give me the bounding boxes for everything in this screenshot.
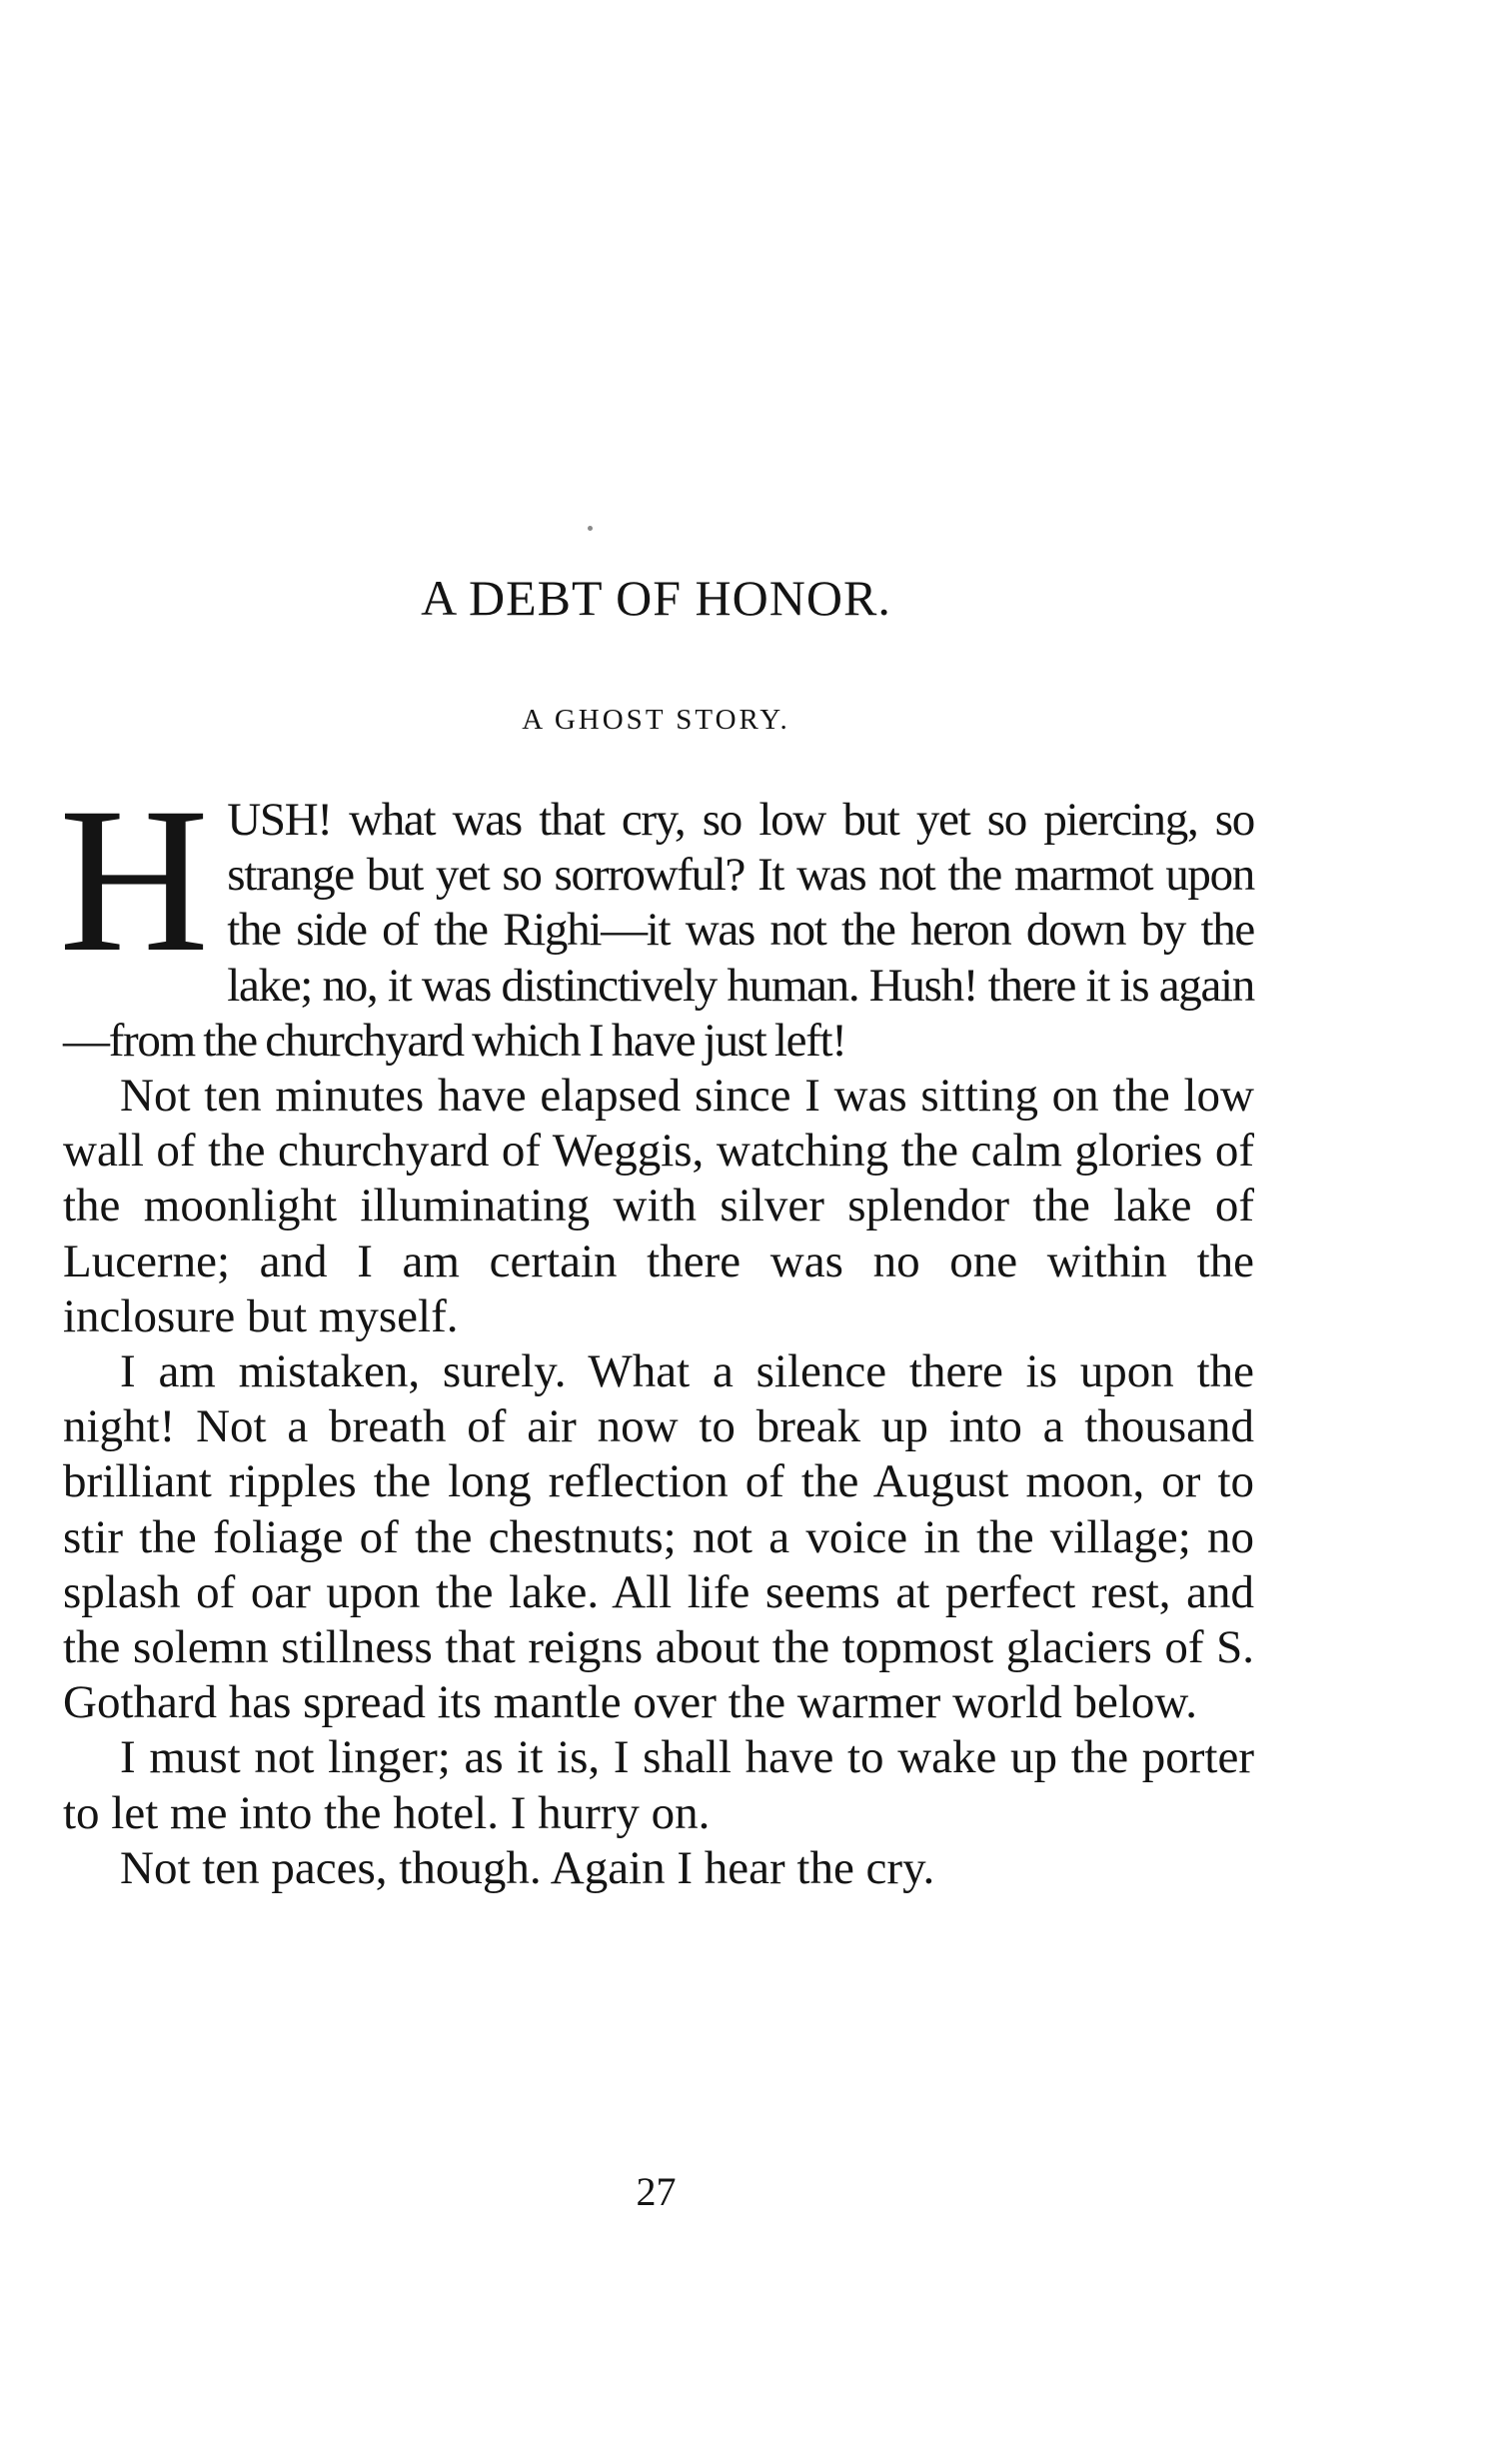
opening-text: USH! what was that cry, so low but yet so piercing, so strange but yet so sorrowful? It was not the marmot upon the side of the Righi—it was not the heron down by the lake; no, it was distinctively human. Hush! there it is again —from the churchyard which I have just left! — [63, 794, 1254, 1067]
paragraph: Not ten minutes have elapsed since I was sitting on the low wall of the churchyard of Weggis, watching the calm glories of the moonlight illuminating with silver splendor the lake of Lucerne; and I am certain there was no one within the inclosure but myself. — [63, 1070, 1254, 1342]
story-body — [59, 765, 1254, 1896]
story-subtitle: A GHOST STORY. — [522, 704, 790, 736]
paragraph-opening — [59, 765, 1254, 1069]
page-number: 27 — [636, 2169, 677, 2214]
paragraph: I am mistaken, surely. What a silence there is upon the night! Not a breath of air now to break up into a thousand brilliant ripples the long reflection of the August moon, or to stir the foliage of the chestnuts; not a voice in the village; no splash of oar upon the lake. All life seems at perfect rest, and the solemn stillness that reigns about the topmost glaciers of S. Gothard has spread its mantle over the warmer world below. — [63, 1345, 1254, 1729]
paragraph: Not ten paces, though. Again I hear the cry. — [120, 1841, 935, 1894]
paragraph: I must not linger; as it is, I shall have to wake up the porter to let me into the hotel. I hurry on. — [63, 1731, 1254, 1839]
drop-cap: H — [59, 765, 210, 995]
ink-speck — [588, 526, 593, 531]
story-title: A DEBT OF HONOR. — [421, 570, 891, 626]
